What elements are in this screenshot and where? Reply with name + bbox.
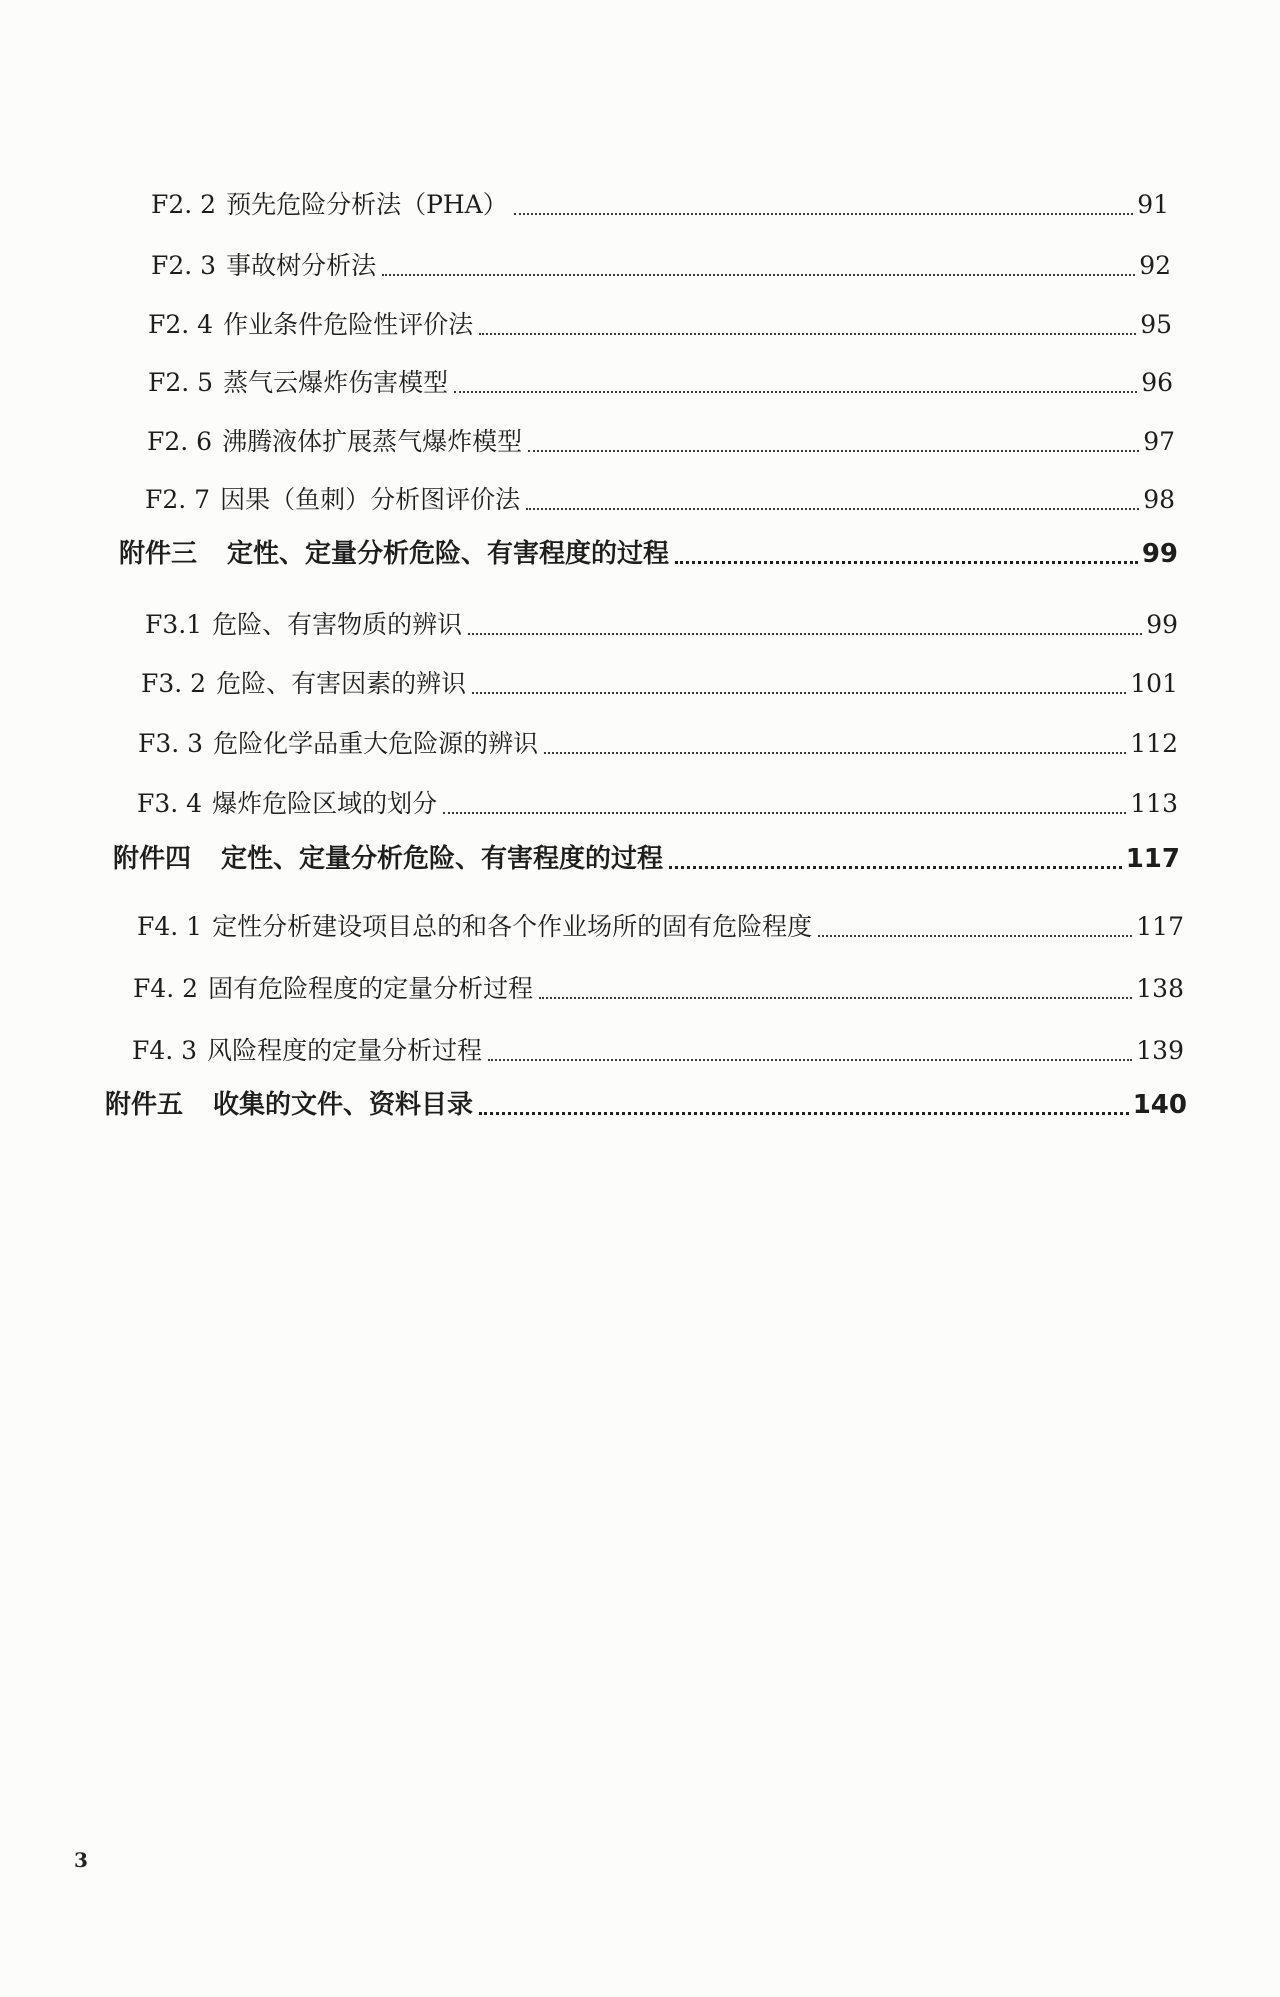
toc-entry-number: F4. 2 [133,974,199,1003]
toc-page-number: 99 [1141,539,1178,569]
toc-entry [151,185,1169,225]
toc-page-number: 98 [1143,485,1175,514]
toc-entry [132,1031,1184,1071]
toc-entry-title: 事故树分析法 [226,251,377,280]
toc-entry-number: F3. 2 [141,669,207,698]
toc-entry-number: F3. 4 [137,789,203,818]
toc-page-number: 117 [1136,912,1184,941]
toc-entry-number: F4. 1 [137,912,203,941]
dot-leader [472,692,1126,694]
toc-page-number: 140 [1132,1090,1187,1120]
toc-entry [148,363,1173,403]
dot-leader [514,213,1133,215]
dot-leader [382,274,1135,276]
toc-entry [151,246,1171,286]
dot-leader [669,866,1122,869]
dot-leader [544,752,1126,754]
toc-entry [138,724,1178,764]
toc-entry-title: 蒸气云爆炸伤害模型 [223,368,449,397]
toc-appendix-title: 收集的文件、资料目录 [213,1090,474,1120]
toc-entry [148,305,1172,345]
toc-entry-title: 危险化学品重大危险源的辨识 [213,729,539,758]
toc-entry-title: 风险程度的定量分析过程 [207,1036,483,1065]
toc-entry-title: 定性分析建设项目总的和各个作业场所的固有危险程度 [212,912,813,941]
dot-leader [539,997,1132,999]
toc-entry [145,480,1175,520]
dot-leader [818,935,1132,937]
toc-entry-number: F4. 3 [132,1036,198,1065]
toc-page-number: 97 [1143,427,1175,456]
toc-appendix-entry [105,1085,1187,1125]
toc-entry [133,969,1184,1009]
toc-page-number: 113 [1130,789,1178,818]
dot-leader [479,1112,1129,1115]
toc-appendix-title: 定性、定量分析危险、有害程度的过程 [221,844,664,874]
toc-entry-title: 危险、有害物质的辨识 [212,610,463,639]
toc-entry [147,422,1175,462]
toc-entry-number: F3. 3 [138,729,204,758]
toc-entry [145,605,1178,645]
dot-leader [526,508,1139,510]
toc-entry-number: F2. 3 [151,251,217,280]
toc-appendix-entry [113,839,1180,879]
toc-entry-title: 作业条件危险性评价法 [223,310,474,339]
toc-entry-number: F2. 7 [145,485,211,514]
toc-page-number: 138 [1136,974,1184,1003]
toc-page-number: 139 [1136,1036,1184,1065]
dot-leader [528,450,1139,452]
dot-leader [488,1059,1132,1061]
toc-entry-number: F2. 6 [147,427,213,456]
toc-page-number: 92 [1139,251,1171,280]
toc-entry [137,784,1178,824]
toc-appendix-title: 定性、定量分析危险、有害程度的过程 [227,539,670,569]
toc-entry-title: 沸腾液体扩展蒸气爆炸模型 [222,427,523,456]
dot-leader [468,633,1142,635]
toc-entry-title: 危险、有害因素的辨识 [216,669,467,698]
toc-appendix-label: 附件三 [119,539,198,569]
dot-leader [443,812,1126,814]
toc-entry [137,907,1184,947]
toc-page-number: 99 [1146,610,1178,639]
toc-entry-number: F2. 5 [148,368,214,397]
toc-page-number: 112 [1130,729,1178,758]
toc-entry-title: 固有危险程度的定量分析过程 [208,974,534,1003]
toc-page-number: 95 [1140,310,1172,339]
toc-entry-number: F3.1 [145,610,203,639]
dot-leader [479,333,1136,335]
toc-page-number: 91 [1137,190,1169,219]
dot-leader [454,391,1137,393]
toc-appendix-entry [119,534,1178,574]
toc-page-number: 117 [1125,844,1180,874]
toc-page-number: 96 [1141,368,1173,397]
page-number: 3 [74,1848,88,1872]
toc-entry-title: 爆炸危险区域的划分 [212,789,438,818]
toc-entry-title: 因果（鱼刺）分析图评价法 [220,485,521,514]
toc-entry-number: F2. 4 [148,310,214,339]
dot-leader [675,561,1138,564]
toc-page-number: 101 [1130,669,1178,698]
toc-entry [141,664,1178,704]
toc-entry-number: F2. 2 [151,190,217,219]
toc-appendix-label: 附件五 [105,1090,184,1120]
toc-entry-title: 预先危险分析法（PHA） [226,190,508,219]
toc-appendix-label: 附件四 [113,844,192,874]
